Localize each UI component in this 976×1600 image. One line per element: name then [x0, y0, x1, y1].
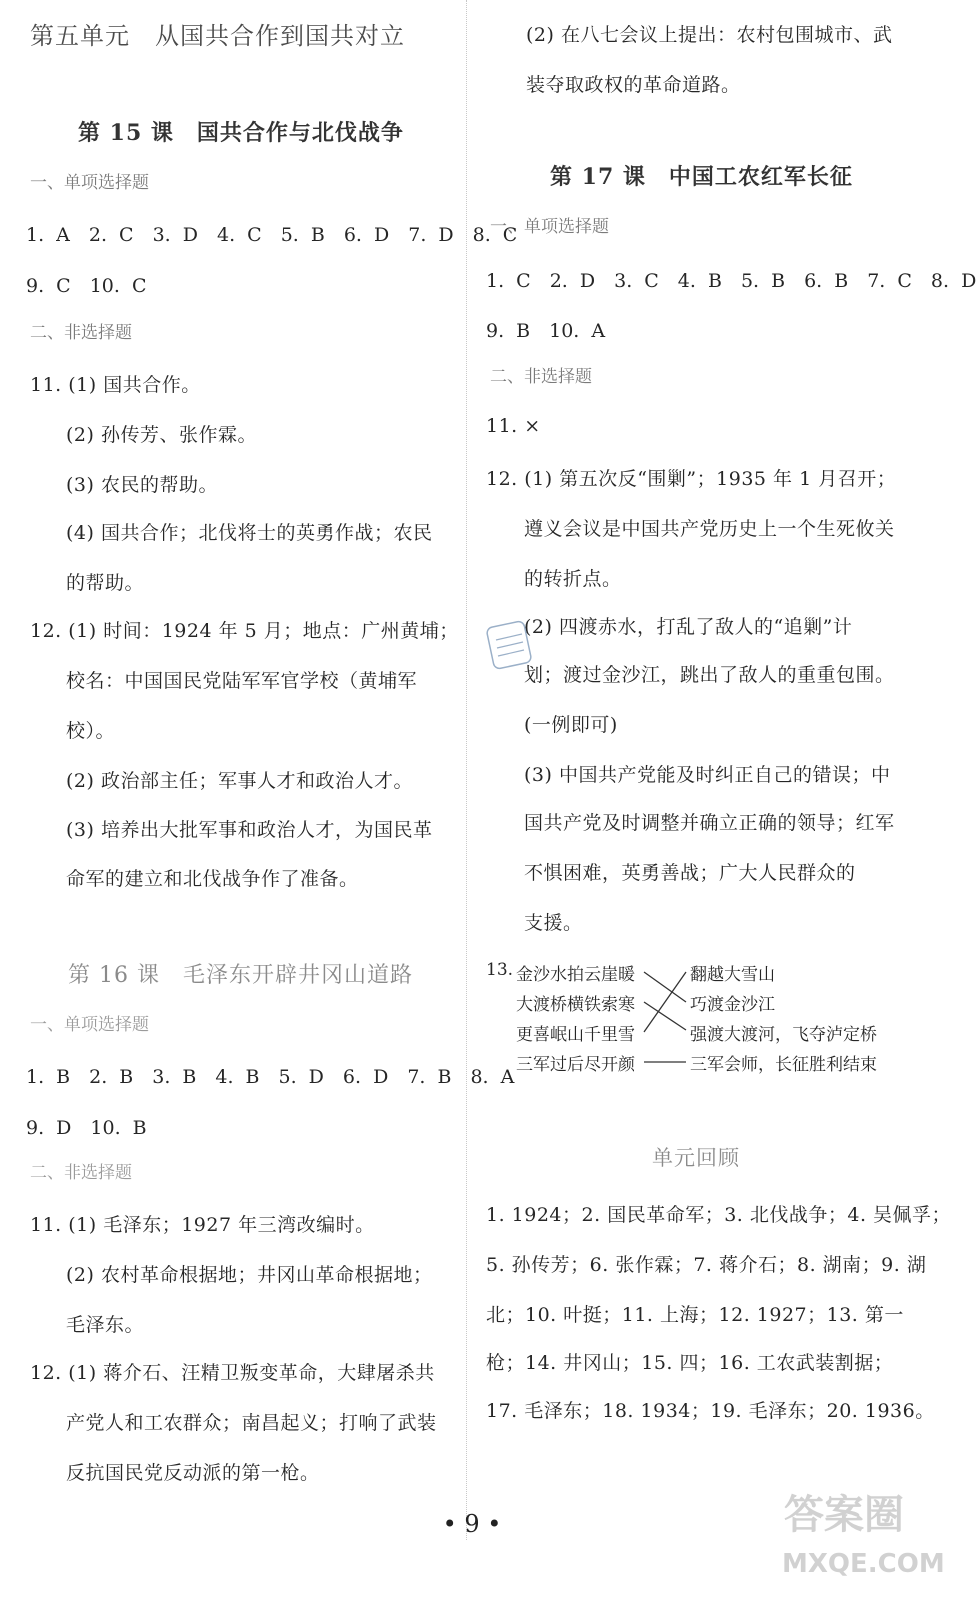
lesson-17-line: (一例即可): [524, 714, 618, 736]
lesson-15-line: 命军的建立和北伐战争作了准备。: [66, 868, 359, 890]
match-left-item: 更喜岷山千里雪: [516, 1025, 635, 1045]
review-line: 5. 孙传芳；6. 张作霖；7. 蒋介石；8. 湖南；9. 湖: [486, 1254, 927, 1276]
matching-number: 13.: [486, 960, 514, 980]
lesson-16-line: 12. (1) 蒋介石、汪精卫叛变革命，大肆屠杀共: [30, 1362, 435, 1384]
lesson-15-line: (4) 国共合作；北伐将士的英勇作战；农民: [66, 522, 433, 544]
match-left-item: 大渡桥横铁索寒: [516, 995, 635, 1015]
watermark-text-2: MXQE.COM: [782, 1549, 945, 1579]
review-line: 北；10. 叶挺；11. 上海；12. 1927；13. 第一: [486, 1304, 904, 1326]
lesson-16-section-choice: 一、单项选择题: [30, 1015, 149, 1035]
review-line: 枪；14. 井冈山；15. 四；16. 工农武装割据；: [486, 1352, 894, 1374]
lesson-17-line: 国共产党及时调整并确立正确的领导；红军: [524, 812, 895, 834]
matching-question: [486, 958, 916, 1078]
lesson-15-line: (2) 政治部主任；军事人才和政治人才。: [66, 770, 413, 792]
watermark-logo: [778, 1476, 945, 1586]
lesson-17-line: 遵义会议是中国共产党历史上一个生死攸关: [524, 518, 895, 540]
review-line: 1. 1924；2. 国民革命军；3. 北伐战争；4. 吴佩孚；: [486, 1204, 952, 1226]
match-left-item: 金沙水拍云崖暖: [516, 965, 635, 985]
page-number: • 9 •: [442, 1510, 502, 1538]
review-title: 单元回顾: [652, 1146, 740, 1170]
lesson-15-line: (3) 农民的帮助。: [66, 474, 218, 496]
right-top-line: 装夺取政权的革命道路。: [526, 74, 741, 96]
review-line: 17. 毛泽东；18. 1934；19. 毛泽东；20. 1936。: [486, 1400, 935, 1422]
right-top-line: (2) 在八七会议上提出：农村包围城市、武: [526, 24, 893, 46]
lesson-16-line: 11. (1) 毛泽东；1927 年三湾改编时。: [30, 1214, 375, 1236]
lesson-17-section-open: 二、非选择题: [490, 367, 592, 387]
match-left-item: 三军过后尽开颜: [516, 1055, 635, 1075]
lesson-16-line: 反抗国民党反动派的第一枪。: [66, 1462, 320, 1484]
lesson-17-line: 的转折点。: [524, 568, 622, 590]
lesson-15-line: 11. (1) 国共合作。: [30, 374, 201, 396]
match-line: [644, 1002, 686, 1030]
lesson-17-line: 划；渡过金沙江，跳出了敌人的重重包围。: [524, 664, 895, 686]
lesson-15-line: 12. (1) 时间：1924 年 5 月；地点：广州黄埔；: [30, 620, 459, 642]
lesson-15-title: 第 15 课 国共合作与北伐战争: [78, 120, 404, 146]
lesson-16-line: (2) 农村革命根据地；井冈山革命根据地；: [66, 1264, 433, 1286]
lesson-17-line: (2) 四渡赤水，打乱了敌人的“追剿”计: [524, 616, 853, 638]
lesson-17-answers-row-2: 9. B 10. A: [486, 320, 606, 342]
lesson-16-answers-row-2: 9. D 10. B: [26, 1117, 147, 1139]
stamp-graphic: [486, 618, 532, 672]
watermark-text-1: 答案圈: [784, 1492, 904, 1538]
lesson-17-answers-row-1: 1. C 2. D 3. C 4. B 5. B 6. B 7. C 8. D: [486, 270, 976, 292]
lesson-17-section-choice: 一、单项选择题: [490, 217, 609, 237]
lesson-17-line: 不惧困难，英勇善战；广大人民群众的: [524, 862, 856, 884]
lesson-15-section-choice: 一、单项选择题: [30, 173, 149, 193]
lesson-15-line: (3) 培养出大批军事和政治人才，为国民革: [66, 819, 433, 841]
lesson-17-line: 12. (1) 第五次反“围剿”；1935 年 1 月召开；: [486, 468, 897, 490]
match-right-item: 翻越大雪山: [690, 965, 775, 985]
lesson-16-answers-row-1: 1. B 2. B 3. B 4. B 5. D 6. D 7. B 8. A: [26, 1066, 515, 1088]
matching-lines: [486, 958, 916, 1078]
lesson-17-line: 11. ×: [486, 415, 541, 437]
lesson-16-line: 产党人和工农群众；南昌起义；打响了武装: [66, 1412, 437, 1434]
lesson-15-line: 校名：中国国民党陆军军官学校（黄埔军: [66, 670, 418, 692]
lesson-17-line: 支援。: [524, 912, 583, 934]
lesson-17-title: 第 17 课 中国工农红军长征: [550, 164, 853, 190]
match-line: [644, 972, 686, 1032]
lesson-15-answers-row-1: 1. A 2. C 3. D 4. C 5. B 6. D 7. D 8. C: [26, 224, 518, 246]
lesson-16-section-open: 二、非选择题: [30, 1163, 132, 1183]
lesson-17-line: (3) 中国共产党能及时纠正自己的错误；中: [524, 764, 891, 786]
unit-title: 第五单元 从国共合作到国共对立: [30, 22, 405, 50]
match-right-item: 巧渡金沙江: [690, 995, 775, 1015]
match-line: [644, 972, 686, 1002]
lesson-15-answers-row-2: 9. C 10. C: [26, 275, 147, 297]
lesson-16-title: 第 16 课 毛泽东开辟井冈山道路: [68, 963, 413, 988]
lesson-15-line: (2) 孙传芳、张作霖。: [66, 424, 257, 446]
lesson-15-line: 校）。: [66, 720, 116, 742]
lesson-16-line: 毛泽东。: [66, 1314, 145, 1336]
lesson-15-section-open: 二、非选择题: [30, 323, 132, 343]
lesson-15-line: 的帮助。: [66, 572, 145, 594]
match-right-item: 三军会师，长征胜利结束: [690, 1055, 877, 1075]
match-right-item: 强渡大渡河，飞夺泸定桥: [690, 1025, 877, 1045]
